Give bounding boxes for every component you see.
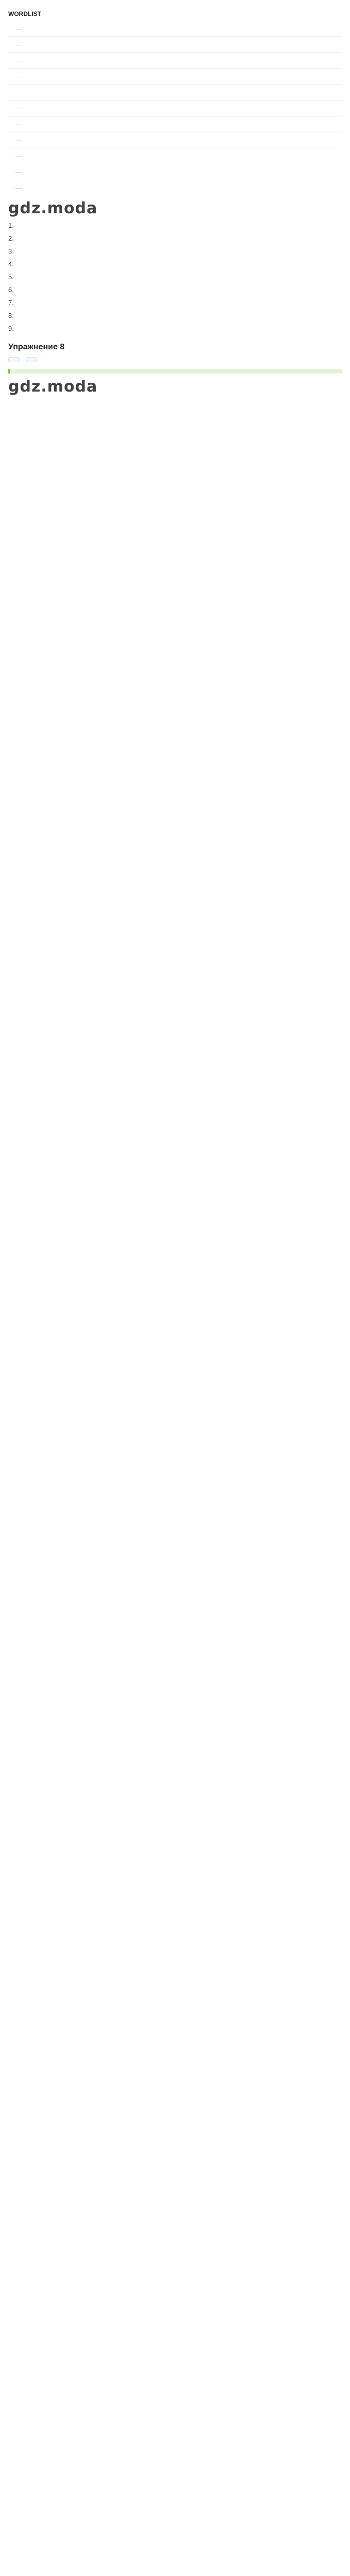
word-row xyxy=(8,69,342,84)
item-number: 4. xyxy=(8,260,14,268)
watermark-logo: gdz.moda xyxy=(8,199,98,217)
word-row xyxy=(8,37,342,53)
list-item xyxy=(8,324,342,333)
item-number: 2. xyxy=(8,234,14,242)
list-item xyxy=(8,233,342,243)
word-row xyxy=(8,180,342,196)
list-item xyxy=(8,298,342,308)
dash-icon: — xyxy=(15,40,22,48)
dash-icon: — xyxy=(15,24,22,32)
word-row xyxy=(8,116,342,132)
wordlist-title: WORDLIST xyxy=(8,10,41,18)
list-item xyxy=(8,272,342,282)
dash-icon: — xyxy=(15,104,22,112)
dash-icon: — xyxy=(15,184,22,192)
word-row xyxy=(8,164,342,180)
next-exercise-button[interactable] xyxy=(26,357,37,362)
item-number: 5. xyxy=(8,273,14,281)
word-row xyxy=(8,148,342,164)
page xyxy=(0,0,350,404)
dash-icon: — xyxy=(15,56,22,64)
watermark-logo: gdz.moda xyxy=(8,378,98,396)
word-row xyxy=(8,132,342,148)
list-item xyxy=(8,259,342,269)
item-number: 6. xyxy=(8,286,14,294)
item-number: 3. xyxy=(8,247,14,255)
prev-exercise-button[interactable] xyxy=(8,357,20,362)
word-row xyxy=(8,21,342,37)
dash-icon: — xyxy=(15,120,22,128)
list-item xyxy=(8,246,342,256)
exercise-pager xyxy=(8,357,342,362)
list-item xyxy=(8,285,342,295)
list-item xyxy=(8,311,342,320)
highlighted-answer xyxy=(8,369,342,374)
dash-icon: — xyxy=(15,72,22,80)
word-row xyxy=(8,100,342,116)
word-row xyxy=(8,53,342,69)
dash-icon: — xyxy=(15,88,22,96)
dash-icon: — xyxy=(15,136,22,144)
list-item xyxy=(8,221,342,230)
exercise-title: Упражнение 8 xyxy=(8,343,65,351)
numbered-list xyxy=(8,221,342,333)
dash-icon: — xyxy=(15,152,22,160)
item-number: 9. xyxy=(8,325,14,332)
wordlist xyxy=(8,21,342,196)
item-number: 1. xyxy=(8,222,14,229)
item-number: 8. xyxy=(8,312,14,319)
word-row xyxy=(8,84,342,100)
item-number: 7. xyxy=(8,299,14,307)
dash-icon: — xyxy=(15,168,22,176)
